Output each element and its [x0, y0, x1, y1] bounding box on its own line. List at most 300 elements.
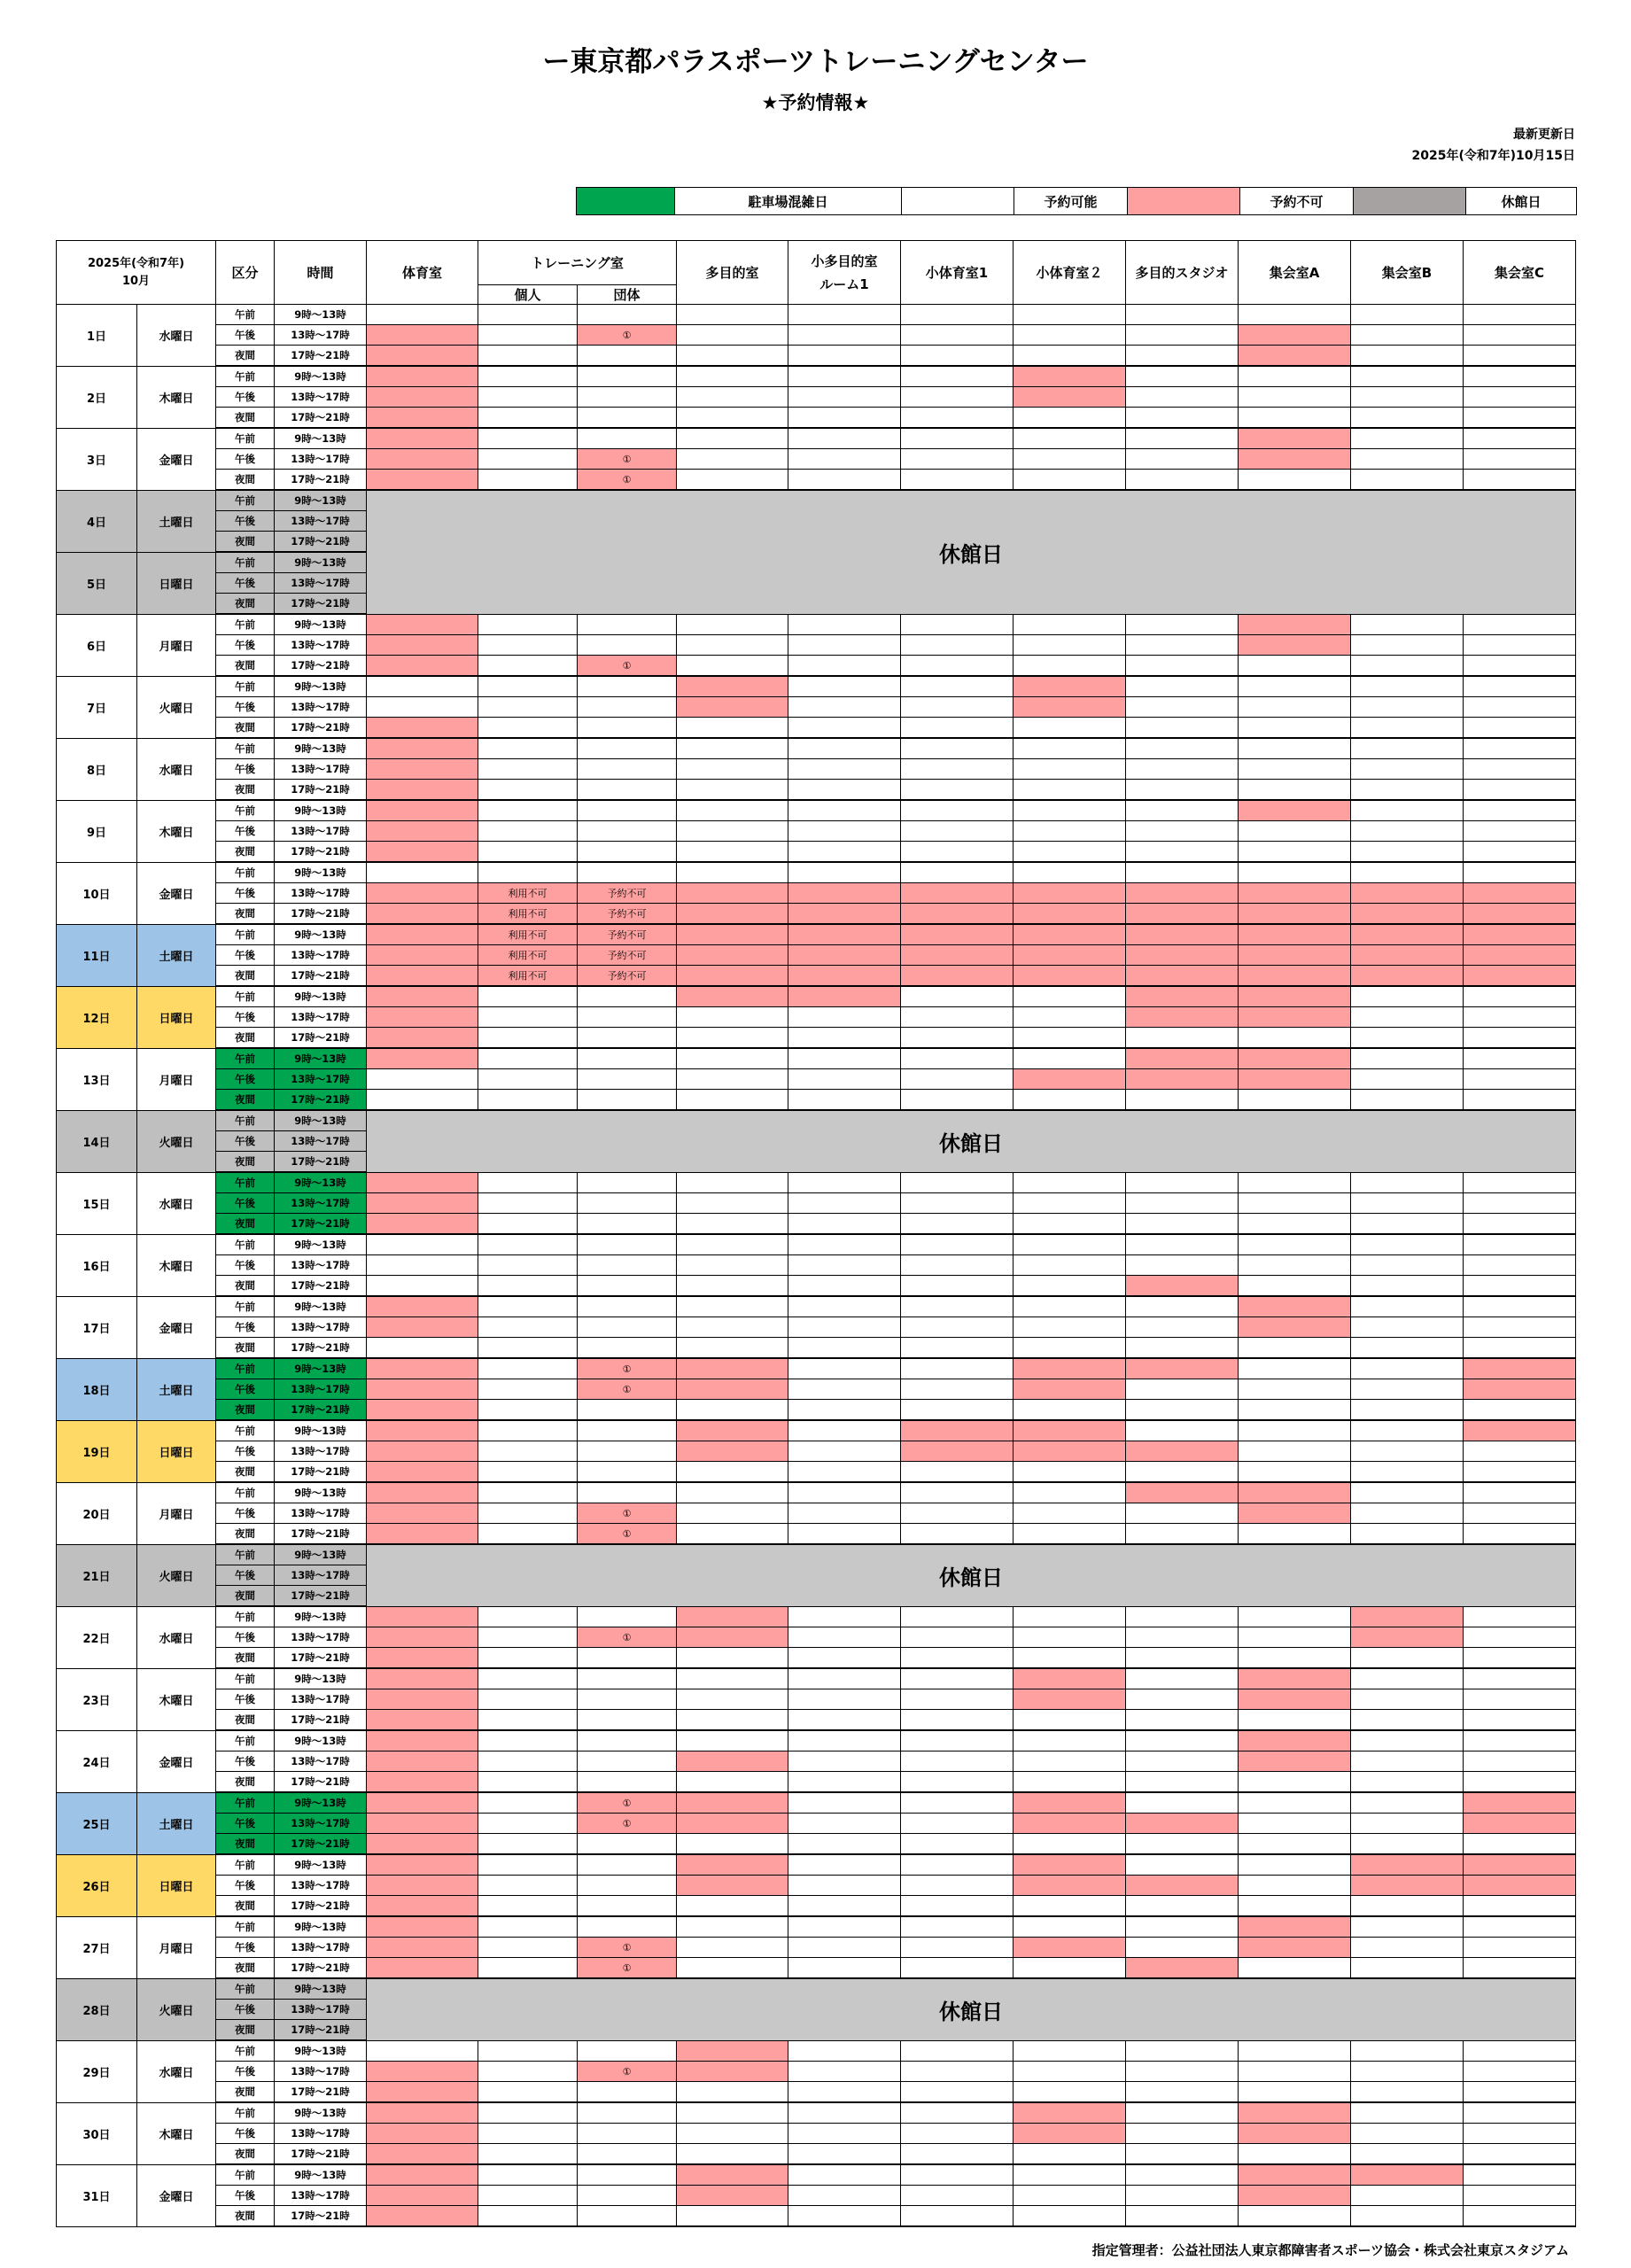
slot-cell[interactable]	[1464, 1668, 1576, 1689]
slot-cell[interactable]	[1014, 1482, 1126, 1503]
slot-cell[interactable]	[367, 1007, 478, 1028]
slot-cell[interactable]	[367, 1482, 478, 1503]
slot-cell[interactable]	[578, 428, 677, 449]
slot-cell[interactable]	[677, 780, 788, 801]
slot-cell[interactable]	[367, 2144, 478, 2165]
slot-cell[interactable]	[677, 1958, 788, 1979]
slot-cell[interactable]	[1126, 1772, 1239, 1793]
slot-cell[interactable]	[901, 2062, 1014, 2082]
slot-cell[interactable]	[1464, 1648, 1576, 1669]
slot-cell[interactable]	[1126, 1193, 1239, 1214]
slot-cell[interactable]	[367, 966, 478, 987]
slot-cell[interactable]	[478, 2102, 578, 2124]
slot-cell[interactable]	[1351, 305, 1464, 325]
slot-cell[interactable]	[367, 1214, 478, 1235]
slot-cell[interactable]	[367, 1317, 478, 1338]
slot-cell[interactable]	[1126, 656, 1239, 677]
slot-cell[interactable]	[1464, 883, 1576, 904]
slot-cell[interactable]	[1239, 2186, 1351, 2206]
slot-cell[interactable]	[1351, 1358, 1464, 1379]
slot-cell[interactable]	[578, 1689, 677, 1710]
slot-cell[interactable]	[478, 862, 578, 883]
slot-cell[interactable]	[677, 1710, 788, 1731]
slot-cell[interactable]	[578, 1710, 677, 1731]
slot-cell[interactable]: 利用不可	[478, 945, 578, 966]
slot-cell[interactable]	[1351, 614, 1464, 635]
slot-cell[interactable]	[677, 387, 788, 408]
slot-cell[interactable]	[901, 2164, 1014, 2186]
slot-cell[interactable]	[578, 1441, 677, 1462]
slot-cell[interactable]	[478, 1007, 578, 1028]
slot-cell[interactable]	[1351, 1689, 1464, 1710]
slot-cell[interactable]	[788, 305, 901, 325]
slot-cell[interactable]	[578, 1648, 677, 1669]
slot-cell[interactable]	[367, 924, 478, 945]
slot-cell[interactable]	[367, 2164, 478, 2186]
slot-cell[interactable]	[367, 1255, 478, 1276]
slot-cell[interactable]	[1126, 1524, 1239, 1545]
slot-cell[interactable]	[677, 2124, 788, 2144]
slot-cell[interactable]	[677, 738, 788, 759]
slot-cell[interactable]	[1351, 1462, 1464, 1483]
slot-cell[interactable]	[1351, 2164, 1464, 2186]
slot-cell[interactable]	[578, 387, 677, 408]
slot-cell[interactable]	[788, 2186, 901, 2206]
slot-cell[interactable]	[1014, 656, 1126, 677]
slot-cell[interactable]	[367, 1668, 478, 1689]
slot-cell[interactable]	[1464, 1234, 1576, 1255]
slot-cell[interactable]	[901, 1090, 1014, 1111]
slot-cell[interactable]	[367, 1627, 478, 1648]
slot-cell[interactable]	[788, 1255, 901, 1276]
slot-cell[interactable]	[901, 1028, 1014, 1049]
slot-cell[interactable]	[901, 1317, 1014, 1338]
slot-cell[interactable]	[1464, 1792, 1576, 1814]
slot-cell[interactable]	[1351, 1710, 1464, 1731]
slot-cell[interactable]	[1014, 408, 1126, 429]
slot-cell[interactable]	[1126, 1834, 1239, 1855]
slot-cell[interactable]	[1239, 1276, 1351, 1297]
slot-cell[interactable]	[677, 1172, 788, 1193]
slot-cell[interactable]	[1464, 614, 1576, 635]
slot-cell[interactable]	[1014, 305, 1126, 325]
slot-cell[interactable]	[788, 656, 901, 677]
slot-cell[interactable]	[1126, 1689, 1239, 1710]
slot-cell[interactable]	[901, 924, 1014, 945]
slot-cell[interactable]	[578, 1255, 677, 1276]
slot-cell[interactable]	[367, 1792, 478, 1814]
slot-cell[interactable]	[1014, 1814, 1126, 1834]
slot-cell[interactable]	[677, 1834, 788, 1855]
slot-cell[interactable]	[1351, 1090, 1464, 1111]
slot-cell[interactable]	[1014, 1172, 1126, 1193]
slot-cell[interactable]	[578, 408, 677, 429]
slot-cell[interactable]	[1351, 1772, 1464, 1793]
slot-cell[interactable]	[1464, 2040, 1576, 2062]
slot-cell[interactable]	[1014, 1007, 1126, 1028]
slot-cell[interactable]	[1351, 1441, 1464, 1462]
slot-cell[interactable]	[578, 676, 677, 697]
slot-cell[interactable]	[788, 1503, 901, 1524]
slot-cell[interactable]	[1239, 1007, 1351, 1028]
slot-cell[interactable]	[367, 883, 478, 904]
slot-cell[interactable]	[677, 1420, 788, 1441]
slot-cell[interactable]	[1126, 1400, 1239, 1421]
slot-cell[interactable]	[367, 1090, 478, 1111]
slot-cell[interactable]: ①	[578, 1503, 677, 1524]
slot-cell[interactable]	[1126, 1090, 1239, 1111]
slot-cell[interactable]	[367, 1606, 478, 1627]
slot-cell[interactable]	[367, 738, 478, 759]
slot-cell[interactable]	[478, 842, 578, 863]
slot-cell[interactable]	[1126, 821, 1239, 842]
slot-cell[interactable]	[1126, 1710, 1239, 1731]
slot-cell[interactable]	[367, 1296, 478, 1317]
slot-cell[interactable]	[1239, 387, 1351, 408]
slot-cell[interactable]	[1351, 780, 1464, 801]
slot-cell[interactable]	[1239, 1441, 1351, 1462]
slot-cell[interactable]	[788, 945, 901, 966]
slot-cell[interactable]	[1351, 408, 1464, 429]
slot-cell[interactable]	[1351, 635, 1464, 656]
slot-cell[interactable]	[1239, 2164, 1351, 2186]
slot-cell[interactable]	[1126, 697, 1239, 718]
slot-cell[interactable]	[478, 1028, 578, 1049]
slot-cell[interactable]	[901, 800, 1014, 821]
slot-cell[interactable]	[1014, 676, 1126, 697]
slot-cell[interactable]	[1239, 1916, 1351, 1938]
slot-cell[interactable]	[788, 1916, 901, 1938]
slot-cell[interactable]	[367, 1462, 478, 1483]
slot-cell[interactable]: 利用不可	[478, 883, 578, 904]
slot-cell[interactable]	[677, 1792, 788, 1814]
slot-cell[interactable]	[1014, 1896, 1126, 1917]
slot-cell[interactable]	[1464, 676, 1576, 697]
slot-cell[interactable]	[788, 635, 901, 656]
slot-cell[interactable]	[1351, 2062, 1464, 2082]
slot-cell[interactable]	[367, 305, 478, 325]
slot-cell[interactable]	[478, 2062, 578, 2082]
slot-cell[interactable]	[901, 1048, 1014, 1069]
slot-cell[interactable]	[478, 2144, 578, 2165]
slot-cell[interactable]	[1351, 2040, 1464, 2062]
slot-cell[interactable]	[1464, 1420, 1576, 1441]
slot-cell[interactable]	[478, 676, 578, 697]
slot-cell[interactable]	[901, 2082, 1014, 2103]
slot-cell[interactable]	[1464, 1276, 1576, 1297]
slot-cell[interactable]	[788, 1028, 901, 1049]
slot-cell[interactable]	[677, 904, 788, 925]
slot-cell[interactable]	[367, 862, 478, 883]
slot-cell[interactable]: 予約不可	[578, 945, 677, 966]
slot-cell[interactable]	[901, 1627, 1014, 1648]
slot-cell[interactable]	[1239, 366, 1351, 387]
slot-cell[interactable]	[677, 1854, 788, 1876]
slot-cell[interactable]	[1351, 2206, 1464, 2227]
slot-cell[interactable]	[677, 1090, 788, 1111]
slot-cell[interactable]	[677, 821, 788, 842]
slot-cell[interactable]	[788, 1689, 901, 1710]
slot-cell[interactable]	[1126, 1606, 1239, 1627]
slot-cell[interactable]	[1014, 1730, 1126, 1751]
slot-cell[interactable]	[367, 2082, 478, 2103]
slot-cell[interactable]	[1351, 1214, 1464, 1235]
slot-cell[interactable]	[901, 1255, 1014, 1276]
slot-cell[interactable]	[478, 1255, 578, 1276]
slot-cell[interactable]	[1464, 1358, 1576, 1379]
slot-cell[interactable]	[788, 697, 901, 718]
slot-cell[interactable]	[578, 780, 677, 801]
slot-cell[interactable]	[478, 2186, 578, 2206]
slot-cell[interactable]	[1126, 2144, 1239, 2165]
slot-cell[interactable]	[901, 1751, 1014, 1772]
slot-cell[interactable]	[901, 387, 1014, 408]
slot-cell[interactable]	[1464, 1441, 1576, 1462]
slot-cell[interactable]	[1351, 1048, 1464, 1069]
slot-cell[interactable]	[677, 862, 788, 883]
slot-cell[interactable]	[578, 759, 677, 780]
slot-cell[interactable]	[478, 346, 578, 367]
slot-cell[interactable]	[1464, 1069, 1576, 1090]
slot-cell[interactable]	[788, 1710, 901, 1731]
slot-cell[interactable]	[367, 1276, 478, 1297]
slot-cell[interactable]	[1464, 1317, 1576, 1338]
slot-cell[interactable]	[1464, 346, 1576, 367]
slot-cell[interactable]	[677, 1730, 788, 1751]
slot-cell[interactable]: ①	[578, 1958, 677, 1979]
slot-cell[interactable]	[677, 1938, 788, 1958]
slot-cell[interactable]	[578, 1420, 677, 1441]
slot-cell[interactable]	[1464, 1048, 1576, 1069]
slot-cell[interactable]	[578, 1916, 677, 1938]
slot-cell[interactable]	[1126, 1792, 1239, 1814]
slot-cell[interactable]	[1464, 966, 1576, 987]
slot-cell[interactable]	[788, 1730, 901, 1751]
slot-cell[interactable]	[578, 2102, 677, 2124]
slot-cell[interactable]	[677, 1400, 788, 1421]
slot-cell[interactable]	[677, 1751, 788, 1772]
slot-cell[interactable]	[1464, 1172, 1576, 1193]
slot-cell[interactable]	[1014, 1876, 1126, 1896]
slot-cell[interactable]	[1126, 1668, 1239, 1689]
slot-cell[interactable]	[578, 862, 677, 883]
slot-cell[interactable]	[1464, 986, 1576, 1007]
slot-cell[interactable]	[478, 325, 578, 346]
slot-cell[interactable]	[367, 1938, 478, 1958]
slot-cell[interactable]	[1014, 904, 1126, 925]
slot-cell[interactable]	[901, 1524, 1014, 1545]
slot-cell[interactable]	[1351, 1028, 1464, 1049]
slot-cell[interactable]	[1464, 1255, 1576, 1276]
slot-cell[interactable]	[1239, 1938, 1351, 1958]
slot-cell[interactable]	[1239, 945, 1351, 966]
slot-cell[interactable]	[901, 697, 1014, 718]
slot-cell[interactable]	[478, 1214, 578, 1235]
slot-cell[interactable]	[478, 1627, 578, 1648]
slot-cell[interactable]	[367, 986, 478, 1007]
slot-cell[interactable]	[901, 1069, 1014, 1090]
slot-cell[interactable]	[1464, 1524, 1576, 1545]
slot-cell[interactable]	[1126, 325, 1239, 346]
slot-cell[interactable]	[1239, 1338, 1351, 1359]
slot-cell[interactable]	[367, 759, 478, 780]
slot-cell[interactable]	[1239, 635, 1351, 656]
slot-cell[interactable]	[1239, 924, 1351, 945]
slot-cell[interactable]	[788, 2164, 901, 2186]
slot-cell[interactable]	[1464, 656, 1576, 677]
slot-cell[interactable]	[478, 1172, 578, 1193]
slot-cell[interactable]	[1126, 346, 1239, 367]
slot-cell[interactable]	[788, 1627, 901, 1648]
slot-cell[interactable]	[677, 2062, 788, 2082]
slot-cell[interactable]	[677, 697, 788, 718]
slot-cell[interactable]	[1239, 346, 1351, 367]
slot-cell[interactable]	[1351, 676, 1464, 697]
slot-cell[interactable]	[1351, 1792, 1464, 1814]
slot-cell[interactable]	[578, 2144, 677, 2165]
slot-cell[interactable]	[901, 1379, 1014, 1400]
slot-cell[interactable]	[478, 718, 578, 739]
slot-cell[interactable]	[367, 2062, 478, 2082]
slot-cell[interactable]	[578, 1896, 677, 1917]
slot-cell[interactable]	[677, 1379, 788, 1400]
slot-cell[interactable]	[901, 738, 1014, 759]
slot-cell[interactable]	[1464, 1503, 1576, 1524]
slot-cell[interactable]	[1014, 1689, 1126, 1710]
slot-cell[interactable]	[901, 470, 1014, 491]
slot-cell[interactable]	[1464, 1296, 1576, 1317]
slot-cell[interactable]	[1126, 1255, 1239, 1276]
slot-cell[interactable]	[1351, 821, 1464, 842]
slot-cell[interactable]	[1464, 842, 1576, 863]
slot-cell[interactable]	[788, 1772, 901, 1793]
slot-cell[interactable]	[1014, 1441, 1126, 1462]
slot-cell[interactable]	[677, 1814, 788, 1834]
slot-cell[interactable]	[1014, 449, 1126, 470]
slot-cell[interactable]	[1351, 1668, 1464, 1689]
slot-cell[interactable]	[1126, 1462, 1239, 1483]
slot-cell[interactable]	[1464, 904, 1576, 925]
slot-cell[interactable]	[367, 1338, 478, 1359]
slot-cell[interactable]	[901, 1193, 1014, 1214]
slot-cell[interactable]	[677, 1069, 788, 1090]
slot-cell[interactable]	[578, 1400, 677, 1421]
slot-cell[interactable]	[1126, 1379, 1239, 1400]
slot-cell[interactable]	[578, 842, 677, 863]
slot-cell[interactable]	[1126, 1338, 1239, 1359]
slot-cell[interactable]	[788, 883, 901, 904]
slot-cell[interactable]	[1239, 1896, 1351, 1917]
slot-cell[interactable]	[1351, 1296, 1464, 1317]
slot-cell[interactable]	[1464, 862, 1576, 883]
slot-cell[interactable]	[1351, 862, 1464, 883]
slot-cell[interactable]	[1014, 1358, 1126, 1379]
slot-cell[interactable]	[1464, 305, 1576, 325]
slot-cell[interactable]	[901, 1958, 1014, 1979]
slot-cell[interactable]	[1239, 1048, 1351, 1069]
slot-cell[interactable]	[901, 1338, 1014, 1359]
slot-cell[interactable]	[901, 1441, 1014, 1462]
slot-cell[interactable]	[1239, 1069, 1351, 1090]
slot-cell[interactable]	[901, 1276, 1014, 1297]
slot-cell[interactable]	[1464, 1338, 1576, 1359]
slot-cell[interactable]	[1239, 614, 1351, 635]
slot-cell[interactable]	[788, 2124, 901, 2144]
slot-cell[interactable]	[1239, 1234, 1351, 1255]
slot-cell[interactable]: ①	[578, 1524, 677, 1545]
slot-cell[interactable]	[1239, 966, 1351, 987]
slot-cell[interactable]	[1351, 1958, 1464, 1979]
slot-cell[interactable]	[1351, 1896, 1464, 1917]
slot-cell[interactable]	[1239, 1193, 1351, 1214]
slot-cell[interactable]	[901, 1482, 1014, 1503]
slot-cell[interactable]	[1464, 2082, 1576, 2103]
slot-cell[interactable]	[1014, 1193, 1126, 1214]
slot-cell[interactable]	[1351, 738, 1464, 759]
slot-cell[interactable]	[1014, 718, 1126, 739]
slot-cell[interactable]	[1464, 408, 1576, 429]
slot-cell[interactable]	[578, 821, 677, 842]
slot-cell[interactable]	[1126, 428, 1239, 449]
slot-cell[interactable]	[901, 883, 1014, 904]
slot-cell[interactable]	[1014, 1916, 1126, 1938]
slot-cell[interactable]: ①	[578, 449, 677, 470]
slot-cell[interactable]	[1014, 821, 1126, 842]
slot-cell[interactable]	[1239, 759, 1351, 780]
slot-cell[interactable]	[1351, 1730, 1464, 1751]
slot-cell[interactable]	[1239, 1524, 1351, 1545]
slot-cell[interactable]	[1464, 1896, 1576, 1917]
slot-cell[interactable]	[788, 2144, 901, 2165]
slot-cell[interactable]	[478, 428, 578, 449]
slot-cell[interactable]	[677, 1503, 788, 1524]
slot-cell[interactable]	[1239, 470, 1351, 491]
slot-cell[interactable]	[901, 1772, 1014, 1793]
slot-cell[interactable]	[478, 1938, 578, 1958]
slot-cell[interactable]	[1014, 470, 1126, 491]
slot-cell[interactable]	[1239, 1379, 1351, 1400]
slot-cell[interactable]	[1351, 449, 1464, 470]
slot-cell[interactable]	[788, 1834, 901, 1855]
slot-cell[interactable]	[1126, 1482, 1239, 1503]
slot-cell[interactable]	[901, 1234, 1014, 1255]
slot-cell[interactable]	[1126, 2062, 1239, 2082]
slot-cell[interactable]	[1351, 1876, 1464, 1896]
slot-cell[interactable]	[677, 945, 788, 966]
slot-cell[interactable]	[1351, 366, 1464, 387]
slot-cell[interactable]	[788, 676, 901, 697]
slot-cell[interactable]	[901, 614, 1014, 635]
slot-cell[interactable]	[1126, 1503, 1239, 1524]
slot-cell[interactable]	[1464, 635, 1576, 656]
slot-cell[interactable]	[1014, 1338, 1126, 1359]
slot-cell[interactable]	[1126, 1358, 1239, 1379]
slot-cell[interactable]	[1239, 1606, 1351, 1627]
slot-cell[interactable]	[1126, 1028, 1239, 1049]
slot-cell[interactable]	[1239, 1648, 1351, 1669]
slot-cell[interactable]: ①	[578, 1938, 677, 1958]
slot-cell[interactable]	[478, 1193, 578, 1214]
slot-cell[interactable]	[367, 635, 478, 656]
slot-cell[interactable]	[1126, 738, 1239, 759]
slot-cell[interactable]	[1239, 1834, 1351, 1855]
slot-cell[interactable]	[677, 449, 788, 470]
slot-cell[interactable]	[1126, 1317, 1239, 1338]
slot-cell[interactable]	[1126, 408, 1239, 429]
slot-cell[interactable]	[1014, 635, 1126, 656]
slot-cell[interactable]	[1014, 986, 1126, 1007]
slot-cell[interactable]	[788, 718, 901, 739]
